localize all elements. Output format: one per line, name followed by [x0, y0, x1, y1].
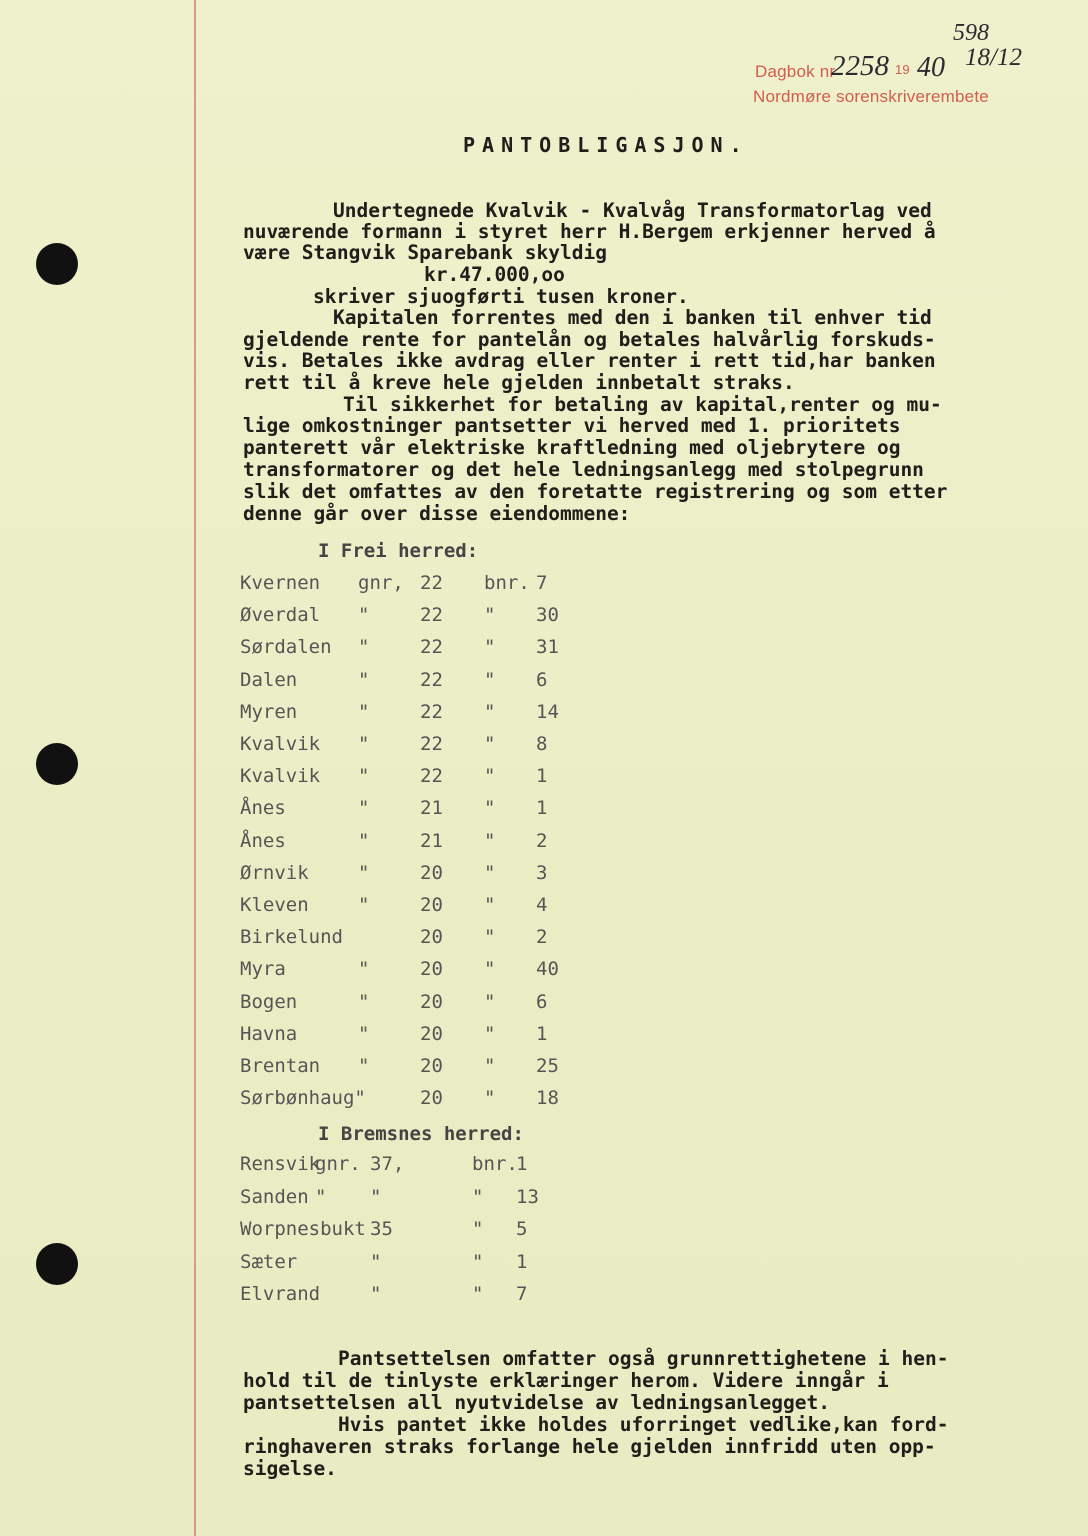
bnr-label: ": [484, 861, 496, 884]
gnr-value: 22: [420, 668, 443, 691]
frei-heading: I Frei herred:: [318, 540, 479, 562]
gnr-value: 21: [420, 797, 443, 820]
gnr-value: 22: [420, 700, 443, 723]
property-name: Brentan: [240, 1055, 321, 1077]
bnr-value: 5: [516, 1218, 528, 1240]
property-name: Havna: [240, 1022, 298, 1045]
bnr-value: 25: [536, 1055, 559, 1077]
bremsnes-heading: I Bremsnes herred:: [318, 1123, 524, 1145]
intro-line: være Stangvik Sparebank skyldig: [243, 241, 607, 264]
property-name: Ørnvik: [240, 861, 309, 884]
page-number: 598: [953, 20, 989, 46]
bnr-label: ": [472, 1185, 484, 1208]
gnr-label: ": [358, 765, 370, 788]
gnr-label: ": [358, 1022, 370, 1045]
property-name: Myra: [240, 958, 286, 981]
gnr-value: 20: [420, 958, 443, 981]
bnr-label: ": [484, 1055, 496, 1077]
security-line: transformatorer og det hele ledningsanlegg med stolpegrunn: [243, 458, 924, 481]
bnr-value: 13: [516, 1185, 539, 1208]
bnr-value: 1: [516, 1250, 528, 1273]
closing-line: sigelse.: [243, 1457, 337, 1480]
bnr-value: 14: [536, 700, 559, 723]
property-name: Bogen: [240, 990, 298, 1013]
security-line: slik det omfattes av den foretatte registrering og som etter: [243, 480, 948, 503]
gnr-value: 35: [370, 1218, 393, 1240]
gnr-label: ": [315, 1185, 327, 1208]
property-name: Øverdal: [240, 604, 321, 627]
gnr-label: ": [358, 894, 370, 916]
gnr-label: gnr,: [358, 572, 404, 594]
amount: kr.47.000,oo: [424, 263, 565, 286]
bnr-label: ": [484, 700, 496, 723]
gnr-label: gnr.: [315, 1153, 361, 1175]
bnr-label: bnr.: [472, 1153, 518, 1175]
gnr-value: 20: [420, 894, 443, 916]
gnr-label: ": [358, 958, 370, 981]
gnr-label: ": [358, 700, 370, 723]
bnr-label: ": [484, 668, 496, 691]
gnr-value: ": [370, 1283, 382, 1305]
bnr-value: 8: [536, 733, 548, 755]
property-row: [0, 797, 1088, 821]
dagbok-label: Dagbok nr: [755, 62, 836, 81]
property-row: [0, 894, 1088, 918]
bnr-value: 1: [516, 1153, 528, 1175]
property-row: [0, 733, 1088, 757]
gnr-value: 22: [420, 733, 443, 755]
property-row: [0, 636, 1088, 660]
bnr-value: 1: [536, 765, 548, 788]
property-row: [0, 1251, 1088, 1275]
property-row: [0, 1218, 1088, 1242]
bnr-label: ": [484, 958, 496, 981]
property-row: [0, 572, 1088, 596]
security-line: Til sikkerhet for betaling av kapital,renter og mu-: [343, 393, 942, 416]
bnr-label: ": [472, 1250, 484, 1273]
closing-line: ringhaveren straks forlange hele gjelden innfridd uten opp-: [243, 1435, 936, 1458]
gnr-value: 21: [420, 829, 443, 852]
year-prefix: 19: [895, 62, 910, 77]
gnr-value: 22: [420, 636, 443, 659]
intro-line: nuværende formann i styret herr H.Bergem erkjenner herved å: [243, 220, 936, 243]
property-name: Birkelund: [240, 926, 343, 949]
bnr-value: 2: [536, 829, 548, 852]
gnr-label: ": [358, 733, 370, 755]
gnr-value: 20: [420, 990, 443, 1013]
gnr-value: 37,: [370, 1153, 405, 1175]
gnr-label: ": [358, 829, 370, 852]
gnr-value: 22: [420, 604, 443, 627]
gnr-label: ": [358, 861, 370, 884]
property-name: Elvrand: [240, 1283, 321, 1305]
interest-line: vis. Betales ikke avdrag eller renter i rett tid,har banken: [243, 349, 936, 372]
property-row: [0, 958, 1088, 982]
property-name: Kleven: [240, 894, 309, 916]
property-row: [0, 604, 1088, 628]
gnr-label: ": [358, 797, 370, 820]
gnr-value: 20: [420, 1022, 443, 1045]
bnr-label: bnr.: [484, 572, 530, 594]
property-row: [0, 862, 1088, 886]
property-name: Myren: [240, 700, 298, 723]
property-name: Kvalvik: [240, 733, 321, 755]
property-name: Rensvik: [240, 1153, 321, 1175]
property-row: [0, 991, 1088, 1015]
gnr-value: 22: [420, 572, 443, 594]
year-suffix: 40: [917, 52, 945, 83]
gnr-label: ": [358, 1055, 370, 1077]
security-line: panterett vår elektriske kraftledning med oljebrytere og: [243, 436, 901, 459]
interest-line: Kapitalen forrentes med den i banken til enhver tid: [333, 306, 932, 329]
interest-line: rett til å kreve hele gjelden innbetalt straks.: [243, 371, 795, 394]
property-row: [0, 1186, 1088, 1210]
gnr-label: ": [358, 990, 370, 1013]
property-row: [0, 926, 1088, 950]
bnr-value: 31: [536, 636, 559, 659]
dagbok-number: 2258: [831, 50, 889, 82]
property-row: [0, 1153, 1088, 1177]
property-name: Sæter: [240, 1250, 298, 1273]
bnr-label: ": [484, 990, 496, 1013]
bnr-value: 40: [536, 958, 559, 981]
bnr-value: 6: [536, 668, 548, 691]
bnr-label: ": [484, 829, 496, 852]
bnr-value: 1: [536, 797, 548, 820]
property-row: [0, 1023, 1088, 1047]
bnr-label: ": [484, 733, 496, 755]
bnr-label: ": [484, 765, 496, 788]
property-name: Sørbønhaug": [240, 1087, 366, 1110]
bnr-value: 6: [536, 990, 548, 1013]
property-name: Kvalvik: [240, 765, 321, 788]
property-row: [0, 1087, 1088, 1111]
closing-line: Pantsettelsen omfatter også grunnrettighetene i hen-: [338, 1347, 949, 1370]
gnr-value: ": [370, 1185, 382, 1208]
office-stamp: Nordmøre sorenskriverembete: [753, 87, 989, 106]
bnr-label: ": [484, 604, 496, 627]
interest-line: gjeldende rente for pantelån og betales halvårlig forskuds-: [243, 328, 936, 351]
property-name: Ånes: [240, 829, 286, 852]
property-name: Worpnesbukt: [240, 1218, 366, 1240]
property-row: [0, 1055, 1088, 1079]
gnr-value: 22: [420, 765, 443, 788]
bnr-value: 7: [516, 1283, 528, 1305]
property-row: [0, 701, 1088, 725]
security-line: denne går over disse eiendommene:: [243, 502, 631, 525]
bnr-label: ": [484, 797, 496, 820]
gnr-label: ": [358, 668, 370, 691]
registration-date: 18/12: [965, 44, 1022, 71]
bnr-label: ": [484, 636, 496, 659]
property-name: Kvernen: [240, 572, 321, 594]
gnr-value: 20: [420, 926, 443, 949]
gnr-value: ": [370, 1250, 382, 1273]
bnr-label: ": [472, 1283, 484, 1305]
amount-words: skriver sjuogførti tusen kroner.: [313, 285, 689, 308]
property-row: [0, 830, 1088, 854]
closing-line: hold til de tinlyste erklæringer herom. Videre inngår i: [243, 1369, 889, 1392]
property-name: Sanden: [240, 1185, 309, 1208]
property-row: [0, 1283, 1088, 1307]
gnr-value: 20: [420, 1055, 443, 1077]
bnr-value: 1: [536, 1022, 548, 1045]
bnr-value: 18: [536, 1087, 559, 1110]
bnr-label: ": [484, 1087, 496, 1110]
property-row: [0, 669, 1088, 693]
bnr-value: 4: [536, 894, 548, 916]
property-name: Ånes: [240, 797, 286, 820]
bnr-value: 3: [536, 861, 548, 884]
bnr-value: 2: [536, 926, 548, 949]
bnr-value: 30: [536, 604, 559, 627]
gnr-value: 20: [420, 861, 443, 884]
closing-line: Hvis pantet ikke holdes uforringet vedlike,kan ford-: [338, 1413, 949, 1436]
document-title: PANTOBLIGASJON.: [463, 133, 749, 157]
property-name: Sørdalen: [240, 636, 332, 659]
bnr-label: ": [484, 1022, 496, 1045]
property-name: Dalen: [240, 668, 298, 691]
bnr-label: ": [472, 1218, 484, 1240]
security-line: lige omkostninger pantsetter vi herved med 1. prioritets: [243, 414, 901, 437]
closing-line: pantsettelsen all nyutvidelse av ledningsanlegget.: [243, 1391, 830, 1414]
property-row: [0, 765, 1088, 789]
bnr-label: ": [484, 926, 496, 949]
intro-line: Undertegnede Kvalvik - Kvalvåg Transformatorlag ved: [333, 199, 932, 222]
bnr-value: 7: [536, 572, 548, 594]
gnr-label: ": [358, 636, 370, 659]
gnr-label: ": [358, 604, 370, 627]
gnr-value: 20: [420, 1087, 443, 1110]
bnr-label: ": [484, 894, 496, 916]
punch-hole-icon: [36, 243, 78, 285]
